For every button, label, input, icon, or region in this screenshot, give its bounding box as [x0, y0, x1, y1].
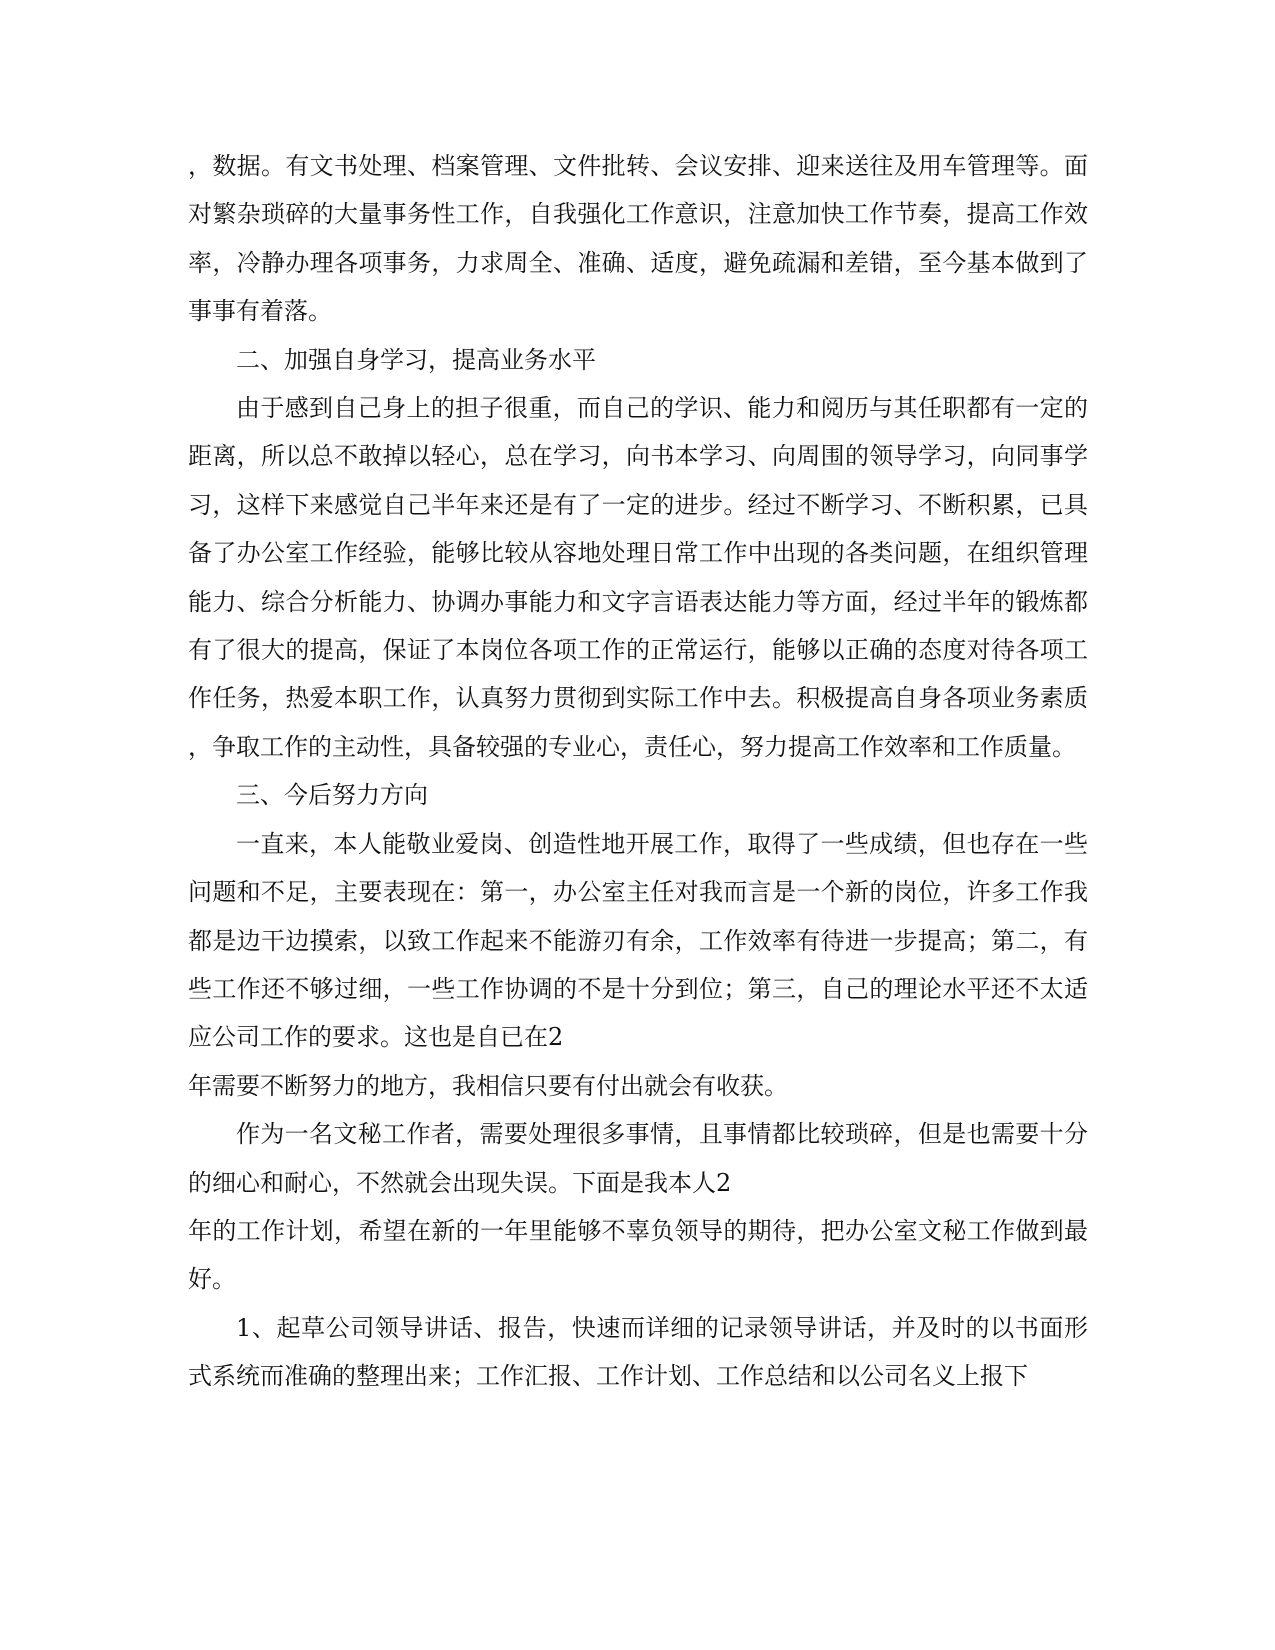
section-heading-study: 二、加强自身学习，提高业务水平 — [236, 345, 596, 374]
document-body — [188, 142, 1088, 1401]
paragraph-shortcomings: 一直来，本人能敬业爱岗、创造性地开展工作，取得了一些成绩，但也存在一些问题和不足，主要表现在：第一，办公室主任对我而言是一个新的岗位，许多工作我都是边干边摸索，以致工作起来不能游刃有余，工作效率有待进一步提高；第二，有些工作还不够过细，一些工作协调的不是十分到位；第三，自己的理论水平还不太适应公司工作的要求。这也是自已在2 — [188, 829, 1088, 1052]
paragraph-plan-item-1: 1、起草公司领导讲话、报告，快速而详细的记录领导讲话，并及时的以书面形式系统而准确的整理出来；工作汇报、工作计划、工作总结和以公司名义上报下 — [188, 1313, 1088, 1391]
paragraph-self-study: 由于感到自己身上的担子很重，而自己的学识、能力和阅历与其任职都有一定的距离，所以总不敢掉以轻心，总在学习，向书本学习、向周围的领导学习，向同事学习，这样下来感觉自己半年来还是有了一定的进步。经过不断学习、不断积累，已具备了办公室工作经验，能够比较从容地处理日常工作中出现的各类问题，在组织管理能力、综合分析能力、协调办事能力和文字言语表达能力等方面，经过半年的锻炼都有了很大的提高，保证了本岗位各项工作的正常运行，能够以正确的态度对待各项工作任务，热爱本职工作，认真努力贯彻到实际工作中去。积极提高自身各项业务素质，争取工作的主动性，具备较强的专业心，责任心，努力提高工作效率和工作质量。 — [188, 394, 1088, 761]
paragraph-shortcomings-continued: 年需要不断努力的地方，我相信只要有付出就会有收获。 — [188, 1071, 788, 1100]
section-heading-future-direction: 三、今后努力方向 — [236, 781, 428, 810]
paragraph-secretary-intro: 作为一名文秘工作者，需要处理很多事情，且事情都比较琐碎，但是也需要十分的细心和耐心，不然就会出现失误。下面是我本人2 — [188, 1120, 1088, 1197]
paragraph-secretary-intro-continued: 年的工作计划，希望在新的一年里能够不辜负领导的期待，把办公室文秘工作做到最好。 — [188, 1216, 1088, 1294]
paragraph-admin-duties: ，数据。有文书处理、档案管理、文件批转、会议安排、迎来送往及用车管理等。面对繁杂琐碎的大量事务性工作，自我强化工作意识，注意加快工作节奏，提高工作效率，冷静办理各项事务，力求周全、准确、适度，避免疏漏和差错，至今基本做到了事事有着落。 — [188, 152, 1088, 326]
